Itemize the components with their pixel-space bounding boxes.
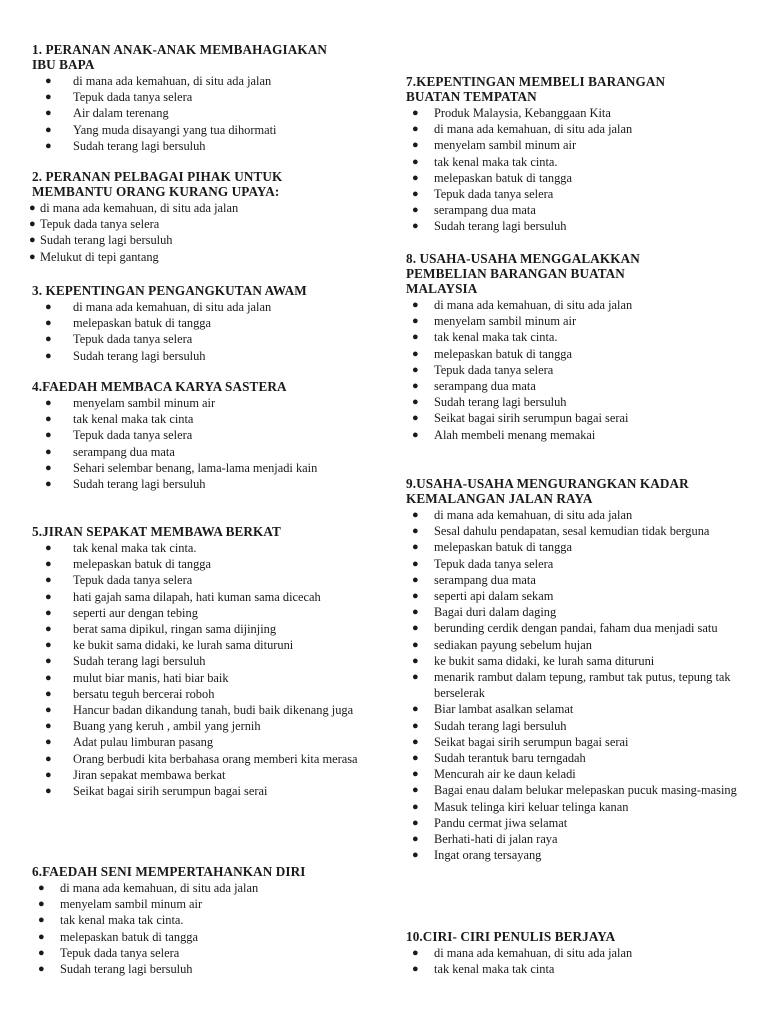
bullet-icon: ● (45, 785, 52, 798)
bullet-icon: ● (412, 849, 419, 862)
list-item-text: tak kenal maka tak cinta (434, 962, 555, 977)
list-item (406, 362, 746, 378)
heading-line: PEMBELIAN BARANGAN BUATAN (406, 266, 625, 281)
list-item-text: bersatu teguh bercerai roboh (73, 686, 215, 701)
bullet-icon: ● (45, 413, 52, 426)
bullet-icon: ● (45, 445, 52, 458)
section-6 (32, 864, 372, 977)
bullet-icon: ● (45, 91, 52, 104)
list-item (32, 880, 372, 896)
bullet-icon: ● (412, 606, 419, 619)
list-item-text: Bagai duri dalam daging (434, 605, 557, 620)
list-item-text: Berhati-hati di jalan raya (434, 832, 558, 847)
list-item-text: seperti api dalam sekam (434, 589, 554, 604)
section-10 (406, 929, 746, 977)
list-item-text: seperti aur dengan tebing (73, 605, 198, 620)
heading-line: 1. PERANAN ANAK-ANAK MEMBAHAGIAKAN (32, 42, 327, 57)
list-item-text: Sudah terang lagi bersuluh (73, 348, 206, 363)
bullet-icon: ● (412, 752, 419, 765)
section-heading (406, 74, 746, 104)
list-item (29, 216, 372, 232)
bullet-icon: ● (45, 317, 52, 330)
list-item-text: Sesal dahulu pendapatan, sesal kemudian tidak berguna (434, 524, 710, 539)
bullet-list (32, 73, 372, 154)
bullet-icon: ● (412, 396, 419, 409)
list-item (32, 945, 372, 961)
list-item-text: serampang dua mata (434, 379, 536, 394)
bullet-icon: ● (412, 428, 419, 441)
bullet-icon: ● (38, 914, 45, 927)
list-item-text: Seikat bagai sirih serumpun bagai serai (434, 734, 629, 749)
list-item-text: Jiran sepakat membawa berkat (73, 767, 226, 782)
list-item (32, 299, 372, 315)
section-8 (406, 251, 746, 443)
bullet-list (29, 200, 372, 265)
list-item (406, 604, 746, 620)
bullet-icon: ● (412, 380, 419, 393)
section-heading (406, 929, 746, 944)
bullet-icon: ● (412, 315, 419, 328)
bullet-list (406, 105, 746, 235)
list-item-text: ke bukit sama didaki, ke lurah sama dituruni (73, 638, 294, 653)
list-item (406, 410, 746, 426)
list-item (32, 670, 372, 686)
list-item (32, 653, 372, 669)
bullet-icon: ● (45, 333, 52, 346)
bullet-icon: ● (412, 557, 419, 570)
bullet-icon: ● (29, 218, 36, 231)
heading-line: IBU BAPA (32, 57, 95, 72)
section-heading (32, 864, 372, 879)
list-item-text: Sudah terang lagi bersuluh (434, 219, 567, 234)
list-item-text: melepaskan batuk di tangga (434, 540, 572, 555)
list-item-text: di mana ada kemahuan, di situ ada jalan (73, 74, 272, 88)
list-item (32, 348, 372, 364)
list-item-text: Sehari selembar benang, lama-lama menjadi kain (73, 460, 318, 475)
list-item-text: Pandu cermat jiwa selamat (434, 815, 568, 830)
list-item-text: berat sama dipikul, ringan sama dijinjing (73, 622, 277, 637)
list-item (406, 170, 746, 186)
list-item (32, 556, 372, 572)
list-item (406, 750, 746, 766)
bullet-icon: ● (45, 752, 52, 765)
list-item-text: Sudah terang lagi bersuluh (60, 962, 193, 977)
list-item (32, 751, 372, 767)
section-heading (32, 379, 372, 394)
bullet-icon: ● (45, 123, 52, 136)
list-item (32, 122, 372, 138)
section-4 (32, 379, 372, 492)
list-item (406, 961, 746, 977)
list-item (29, 249, 372, 265)
list-item-text: di mana ada kemahuan, di situ ada jalan (434, 298, 633, 312)
list-item-text: tak kenal maka tak cinta. (434, 330, 558, 345)
list-item-text: di mana ada kemahuan, di situ ada jalan (434, 122, 633, 137)
bullet-icon: ● (45, 542, 52, 554)
list-item (32, 718, 372, 734)
list-item (32, 783, 372, 799)
list-item (406, 701, 746, 717)
list-item-text: melepaskan batuk di tangga (73, 316, 211, 331)
bullet-icon: ● (412, 735, 419, 748)
list-item-text: Yang muda disayangi yang tua dihormati (73, 122, 277, 137)
list-item (406, 620, 746, 636)
list-item-text: di mana ada kemahuan, di situ ada jalan (40, 201, 239, 215)
list-item-text: serampang dua mata (73, 444, 175, 459)
list-item-text: sediakan payung sebelum hujan (434, 637, 592, 652)
list-item-text: menyelam sambil minum air (434, 314, 577, 329)
bullet-icon: ● (45, 75, 52, 87)
list-item-text: melepaskan batuk di tangga (434, 346, 572, 361)
heading-line: MALAYSIA (406, 281, 478, 296)
section-9 (406, 476, 746, 863)
list-item-text: hati gajah sama dilapah, hati kuman sama dicecah (73, 589, 321, 604)
list-item (406, 766, 746, 782)
list-item-text: berunding cerdik dengan pandai, faham dua menjadi satu (434, 621, 718, 636)
heading-line: 8. USAHA-USAHA MENGGALAKKAN (406, 251, 640, 266)
list-item-text: melepaskan batuk di tangga (73, 557, 211, 572)
section-heading (32, 42, 372, 72)
list-item (32, 460, 372, 476)
bullet-icon: ● (38, 930, 45, 943)
bullet-icon: ● (412, 107, 419, 119)
bullet-icon: ● (412, 816, 419, 829)
section-3 (32, 283, 372, 364)
list-item-text: Orang berbudi kita berbahasa orang memberi kita merasa (73, 751, 358, 766)
heading-line: KEMALANGAN JALAN RAYA (406, 491, 593, 506)
bullet-icon: ● (45, 461, 52, 474)
heading-line: 4.FAEDAH MEMBACA KARYA SASTERA (32, 379, 287, 394)
list-item (406, 523, 746, 539)
list-item-text: Tepuk dada tanya selera (73, 573, 193, 588)
bullet-icon: ● (38, 898, 45, 911)
list-item (406, 556, 746, 572)
list-item-text: Alah membeli menang memakai (434, 427, 596, 442)
bullet-icon: ● (412, 123, 419, 136)
list-item (406, 218, 746, 234)
bullet-icon: ● (412, 299, 419, 311)
bullet-icon: ● (412, 573, 419, 586)
bullet-icon: ● (45, 687, 52, 700)
bullet-list (32, 299, 372, 364)
list-item (406, 815, 746, 831)
bullet-icon: ● (45, 736, 52, 749)
list-item (406, 202, 746, 218)
section-7 (406, 74, 746, 235)
list-item (32, 572, 372, 588)
list-item (32, 89, 372, 105)
bullet-icon: ● (38, 882, 45, 894)
section-2 (29, 169, 372, 265)
list-item (406, 394, 746, 410)
list-item (406, 945, 746, 961)
bullet-icon: ● (45, 107, 52, 120)
list-item-text: Melukut di tepi gantang (40, 249, 159, 264)
bullet-list (406, 945, 746, 977)
list-item (32, 411, 372, 427)
heading-line: 2. PERANAN PELBAGAI PIHAK UNTUK (32, 169, 283, 184)
list-item (406, 653, 746, 669)
bullet-list (32, 540, 372, 799)
list-item-text: tak kenal maka tak cinta. (60, 913, 184, 928)
list-item-text: Tepuk dada tanya selera (73, 428, 193, 443)
bullet-list (32, 880, 372, 977)
section-heading (32, 524, 372, 539)
bullet-icon: ● (412, 784, 419, 797)
list-item-text: serampang dua mata (434, 203, 536, 218)
heading-line: MEMBANTU ORANG KURANG UPAYA: (32, 184, 280, 199)
list-item (406, 427, 746, 443)
list-item-text: melepaskan batuk di tangga (60, 929, 198, 944)
bullet-icon: ● (412, 509, 419, 521)
list-item-text: tak kenal maka tak cinta. (73, 541, 197, 555)
heading-line: BUATAN TEMPATAN (406, 89, 537, 104)
list-item-text: Tepuk dada tanya selera (73, 90, 193, 105)
list-item (406, 329, 746, 345)
list-item (406, 718, 746, 734)
list-item (32, 621, 372, 637)
list-item (406, 507, 746, 523)
list-item (406, 799, 746, 815)
bullet-icon: ● (412, 719, 419, 732)
list-item-text: serampang dua mata (434, 572, 536, 587)
list-item (406, 734, 746, 750)
list-item-text: Masuk telinga kiri keluar telinga kanan (434, 799, 629, 814)
bullet-icon: ● (45, 429, 52, 442)
list-item (32, 961, 372, 977)
heading-line: 3. KEPENTINGAN PENGANGKUTAN AWAM (32, 283, 307, 298)
list-item (32, 929, 372, 945)
bullet-icon: ● (29, 250, 36, 263)
list-item-text: Biar lambat asalkan selamat (434, 702, 574, 717)
list-item-text: Sudah terang lagi bersuluh (434, 718, 567, 733)
list-item-text: Tepuk dada tanya selera (40, 217, 160, 232)
bullet-list (406, 297, 746, 443)
list-item-text: di mana ada kemahuan, di situ ada jalan (434, 508, 633, 522)
bullet-icon: ● (412, 331, 419, 344)
bullet-icon: ● (412, 347, 419, 360)
bullet-icon: ● (412, 963, 419, 976)
bullet-icon: ● (412, 541, 419, 554)
list-item (32, 589, 372, 605)
bullet-icon: ● (45, 623, 52, 636)
list-item (406, 313, 746, 329)
list-item (32, 896, 372, 912)
list-item-text: Seikat bagai sirih serumpun bagai serai (434, 411, 629, 426)
list-item (32, 912, 372, 928)
list-item (32, 767, 372, 783)
list-item-text: Bagai enau dalam belukar melepaskan pucuk masing-masing (434, 783, 737, 798)
list-item-text: Adat pulau limburan pasang (73, 735, 214, 750)
section-heading (32, 169, 372, 199)
list-item-text: Buang yang keruh , ambil yang jernih (73, 719, 261, 734)
list-item-text: Sudah terang lagi bersuluh (73, 138, 206, 153)
bullet-list (406, 507, 746, 863)
heading-line: 9.USAHA-USAHA MENGURANGKAN KADAR (406, 476, 689, 491)
list-item-text: Hancur badan dikandung tanah, budi baik dikenang juga (73, 703, 354, 718)
bullet-icon: ● (45, 139, 52, 152)
bullet-icon: ● (29, 202, 36, 214)
heading-line: 6.FAEDAH SENI MEMPERTAHANKAN DIRI (32, 864, 306, 879)
bullet-icon: ● (412, 155, 419, 168)
bullet-icon: ● (412, 947, 419, 959)
list-item (406, 137, 746, 153)
list-item (32, 395, 372, 411)
bullet-icon: ● (45, 606, 52, 619)
bullet-icon: ● (412, 703, 419, 716)
list-item-text: Sudah terang lagi bersuluh (40, 233, 173, 248)
bullet-icon: ● (45, 574, 52, 587)
list-item (32, 315, 372, 331)
list-item-text: ke bukit sama didaki, ke lurah sama dituruni (434, 653, 655, 668)
list-item-text: Tepuk dada tanya selera (434, 556, 554, 571)
list-item (32, 427, 372, 443)
list-item (406, 346, 746, 362)
heading-line: 10.CIRI- CIRI PENULIS BERJAYA (406, 929, 616, 944)
bullet-icon: ● (45, 655, 52, 668)
bullet-icon: ● (45, 768, 52, 781)
list-item-text: di mana ada kemahuan, di situ ada jalan (434, 946, 633, 960)
list-item-text: Seikat bagai sirih serumpun bagai serai (73, 784, 268, 799)
list-item-text: menyelam sambil minum air (60, 897, 203, 912)
list-item (406, 297, 746, 313)
bullet-icon: ● (412, 412, 419, 425)
bullet-icon: ● (45, 397, 52, 409)
list-item (32, 444, 372, 460)
section-heading (32, 283, 372, 298)
list-item-text: Tepuk dada tanya selera (434, 362, 554, 377)
list-item (32, 702, 372, 718)
list-item-text: Sudah terang lagi bersuluh (434, 395, 567, 410)
list-item (29, 232, 372, 248)
heading-line: 5.JIRAN SEPAKAT MEMBAWA BERKAT (32, 524, 281, 539)
bullet-icon: ● (45, 671, 52, 684)
bullet-icon: ● (412, 171, 419, 184)
bullet-icon: ● (45, 704, 52, 717)
list-item (29, 200, 372, 216)
list-item (406, 637, 746, 653)
list-item (406, 669, 746, 701)
bullet-icon: ● (412, 525, 419, 538)
list-item-text: di mana ada kemahuan, di situ ada jalan (73, 300, 272, 314)
list-item-text: Tepuk dada tanya selera (434, 187, 554, 202)
bullet-icon: ● (45, 639, 52, 652)
bullet-list (32, 395, 372, 492)
list-item-text: Sudah terang lagi bersuluh (73, 654, 206, 669)
list-item (32, 734, 372, 750)
section-5 (32, 524, 372, 799)
list-item-text: di mana ada kemahuan, di situ ada jalan (60, 881, 259, 895)
heading-line: 7.KEPENTINGAN MEMBELI BARANGAN (406, 74, 666, 89)
list-item-text: menyelam sambil minum air (434, 138, 577, 153)
bullet-icon: ● (412, 768, 419, 781)
list-item-text: menarik rambut dalam tepung, rambut tak putus, tepung tak berselerak (434, 670, 731, 701)
bullet-icon: ● (412, 188, 419, 201)
list-item-text: tak kenal maka tak cinta. (434, 154, 558, 169)
list-item (406, 831, 746, 847)
list-item (32, 686, 372, 702)
bullet-icon: ● (412, 139, 419, 152)
list-item (406, 378, 746, 394)
bullet-icon: ● (412, 833, 419, 846)
list-item-text: melepaskan batuk di tangga (434, 170, 572, 185)
bullet-icon: ● (45, 301, 52, 313)
bullet-icon: ● (45, 590, 52, 603)
bullet-icon: ● (29, 234, 36, 247)
list-item (32, 476, 372, 492)
list-item (32, 73, 372, 89)
list-item (32, 637, 372, 653)
list-item-text: Tepuk dada tanya selera (73, 332, 193, 347)
list-item (406, 847, 746, 863)
section-heading (406, 476, 746, 506)
list-item (32, 105, 372, 121)
list-item (406, 186, 746, 202)
bullet-icon: ● (412, 622, 419, 635)
list-item-text: mulut biar manis, hati biar baik (73, 670, 229, 685)
list-item-text: menyelam sambil minum air (73, 396, 216, 410)
bullet-icon: ● (45, 720, 52, 733)
list-item-text: Produk Malaysia, Kebanggaan Kita (434, 106, 611, 120)
list-item (32, 540, 372, 556)
list-item (406, 105, 746, 121)
list-item (406, 539, 746, 555)
bullet-icon: ● (412, 800, 419, 813)
bullet-icon: ● (38, 963, 45, 976)
bullet-icon: ● (412, 590, 419, 603)
bullet-icon: ● (45, 349, 52, 362)
list-item-text: Sudah terantuk baru terngadah (434, 751, 586, 766)
list-item (406, 588, 746, 604)
list-item-text: Mencurah air ke daun keladi (434, 767, 576, 782)
bullet-icon: ● (412, 220, 419, 233)
list-item (32, 605, 372, 621)
list-item (406, 572, 746, 588)
list-item (406, 121, 746, 137)
bullet-icon: ● (45, 478, 52, 491)
section-1 (32, 42, 372, 154)
list-item (32, 138, 372, 154)
list-item (32, 331, 372, 347)
bullet-icon: ● (45, 558, 52, 571)
list-item-text: Sudah terang lagi bersuluh (73, 477, 206, 492)
list-item (406, 154, 746, 170)
bullet-icon: ● (412, 204, 419, 217)
list-item (406, 782, 746, 798)
bullet-icon: ● (412, 654, 419, 667)
section-heading (406, 251, 746, 296)
bullet-icon: ● (412, 671, 419, 684)
list-item-text: Tepuk dada tanya selera (60, 945, 180, 960)
list-item-text: Air dalam terenang (73, 106, 169, 121)
bullet-icon: ● (412, 638, 419, 651)
list-item-text: Ingat orang tersayang (434, 848, 542, 863)
bullet-icon: ● (412, 363, 419, 376)
list-item-text: tak kenal maka tak cinta (73, 412, 194, 427)
bullet-icon: ● (38, 946, 45, 959)
